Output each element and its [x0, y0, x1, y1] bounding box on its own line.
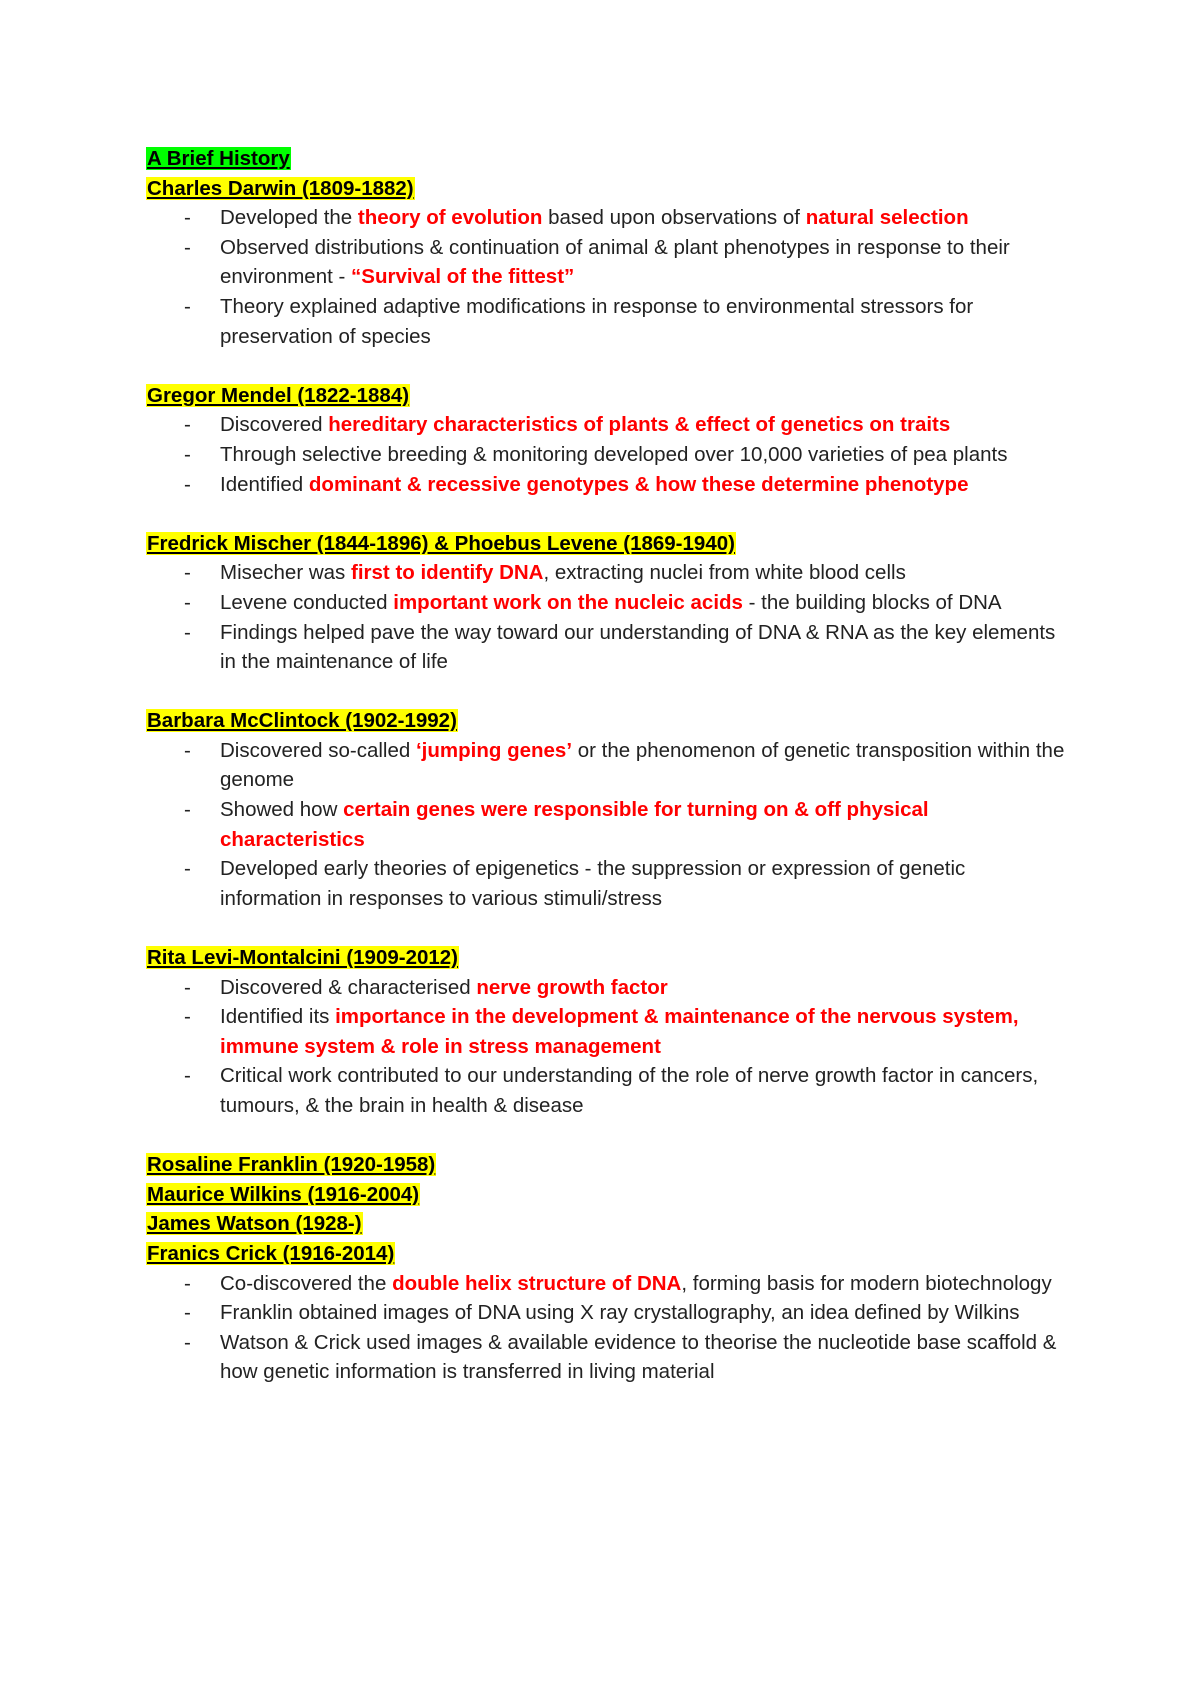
highlighted-text: double helix structure of DNA	[392, 1271, 682, 1295]
history-section	[146, 943, 1066, 1121]
bullet-list	[146, 203, 1066, 351]
section-heading: Franics Crick (1916-2014)	[147, 1241, 395, 1265]
bullet-list	[146, 973, 1066, 1121]
bullet-text: , extracting nuclei from white blood cells	[543, 561, 906, 585]
bullet-item	[146, 1298, 1066, 1328]
bullet-text: Discovered	[220, 413, 329, 437]
bullet-text: Discovered & characterised	[220, 975, 477, 999]
bullet-text: Identified	[220, 472, 309, 496]
bullet-item	[146, 588, 1066, 618]
bullet-item	[146, 736, 1066, 795]
bullet-text: based upon observations of	[542, 206, 806, 230]
bullet-text: Theory explained adaptive modifications in response to environmental stressors for preservation of species	[220, 294, 974, 348]
sections-container	[146, 174, 1066, 1387]
bullet-text: Discovered so-called	[220, 738, 416, 762]
highlighted-text: nerve growth factor	[476, 975, 668, 999]
section-heading: Barbara McClintock (1902-1992)	[147, 709, 457, 733]
bullet-item	[146, 203, 1066, 233]
highlighted-text: “Survival of the fittest”	[351, 265, 575, 289]
highlighted-text: certain genes were responsible for turning on & off physical characteristics	[220, 798, 929, 851]
bullet-text: Observed distributions & continuation of animal & plant phenotypes in response to their environment -	[220, 235, 1010, 289]
bullet-text: - the building blocks of DNA	[742, 590, 1002, 614]
bullet-item	[146, 854, 1066, 913]
section-heading-row	[146, 1209, 1066, 1239]
highlighted-text: importance in the development & maintenance of the nervous system, immune system & role in stress management	[220, 1005, 1019, 1058]
section-heading-row	[146, 1180, 1066, 1210]
section-heading-row	[146, 381, 1066, 411]
bullet-text: Developed the	[220, 206, 358, 230]
history-section	[146, 381, 1066, 499]
highlighted-text: hereditary characteristics of plants & effect of genetics on traits	[328, 413, 951, 437]
bullet-item	[146, 1061, 1066, 1120]
section-heading-row	[146, 1150, 1066, 1180]
bullet-text: Through selective breeding & monitoring developed over 10,000 varieties of pea plants	[220, 442, 1008, 466]
bullet-item	[146, 410, 1066, 440]
bullet-text: Co-discovered the	[220, 1271, 393, 1295]
bullet-text: Identified its	[220, 1005, 336, 1029]
history-section	[146, 1150, 1066, 1387]
history-section	[146, 706, 1066, 913]
bullet-text: Showed how	[220, 798, 344, 822]
bullet-item	[146, 292, 1066, 351]
section-heading-row	[146, 943, 1066, 973]
highlighted-text: dominant & recessive genotypes & how these determine phenotype	[308, 472, 969, 496]
bullet-list	[146, 736, 1066, 914]
bullet-text: or the phenomenon of genetic transposition within the genome	[220, 738, 1065, 792]
history-section	[146, 529, 1066, 677]
section-heading-row	[146, 1239, 1066, 1269]
document-title: A Brief History	[147, 147, 290, 170]
bullet-item	[146, 795, 1066, 854]
highlighted-text: natural selection	[805, 206, 969, 230]
bullet-list	[146, 558, 1066, 676]
section-heading: Fredrick Mischer (1844-1896) & Phoebus Levene (1869-1940)	[147, 531, 735, 555]
bullet-text: Misecher was	[220, 561, 352, 585]
bullet-item	[146, 470, 1066, 500]
section-heading-row	[146, 706, 1066, 736]
bullet-item	[146, 558, 1066, 588]
bullet-list	[146, 410, 1066, 499]
document-title-row	[146, 144, 1066, 174]
bullet-item	[146, 1002, 1066, 1061]
bullet-item	[146, 233, 1066, 292]
document-page	[146, 144, 1066, 1417]
highlighted-text: first to identify DNA	[351, 561, 544, 585]
bullet-item	[146, 440, 1066, 470]
bullet-item	[146, 973, 1066, 1003]
section-heading-row	[146, 174, 1066, 204]
bullet-text: , forming basis for modern biotechnology	[681, 1271, 1052, 1295]
bullet-text: Levene conducted	[220, 590, 394, 614]
highlighted-text: ‘jumping genes’	[415, 738, 573, 762]
bullet-item	[146, 1328, 1066, 1387]
bullet-text: Critical work contributed to our understanding of the role of nerve growth factor in cancers, tumours, & the brain in health & disease	[220, 1064, 1039, 1117]
bullet-item	[146, 618, 1066, 677]
section-heading: James Watson (1928-)	[147, 1212, 362, 1236]
bullet-text: Watson & Crick used images & available evidence to theorise the nucleotide base scaffold & how genetic information is transferred in living material	[220, 1330, 1057, 1384]
bullet-text: Franklin obtained images of DNA using X ray crystallography, an idea defined by Wilkins	[220, 1301, 1020, 1325]
bullet-text: Findings helped pave the way toward our understanding of DNA & RNA as the key elements in the maintenance of life	[220, 620, 1056, 674]
section-heading: Maurice Wilkins (1916-2004)	[147, 1182, 420, 1206]
bullet-list	[146, 1269, 1066, 1387]
highlighted-text: important work on the nucleic acids	[393, 590, 743, 614]
section-heading: Charles Darwin (1809-1882)	[147, 176, 414, 200]
section-heading: Gregor Mendel (1822-1884)	[147, 383, 410, 407]
section-heading-row	[146, 529, 1066, 559]
history-section	[146, 174, 1066, 352]
bullet-text: Developed early theories of epigenetics - the suppression or expression of genetic information in responses to various stimuli/stress	[220, 857, 966, 910]
section-heading: Rita Levi-Montalcini (1909-2012)	[147, 946, 459, 970]
highlighted-text: theory of evolution	[357, 206, 543, 230]
bullet-item	[146, 1269, 1066, 1299]
section-heading: Rosaline Franklin (1920-1958)	[147, 1153, 436, 1177]
